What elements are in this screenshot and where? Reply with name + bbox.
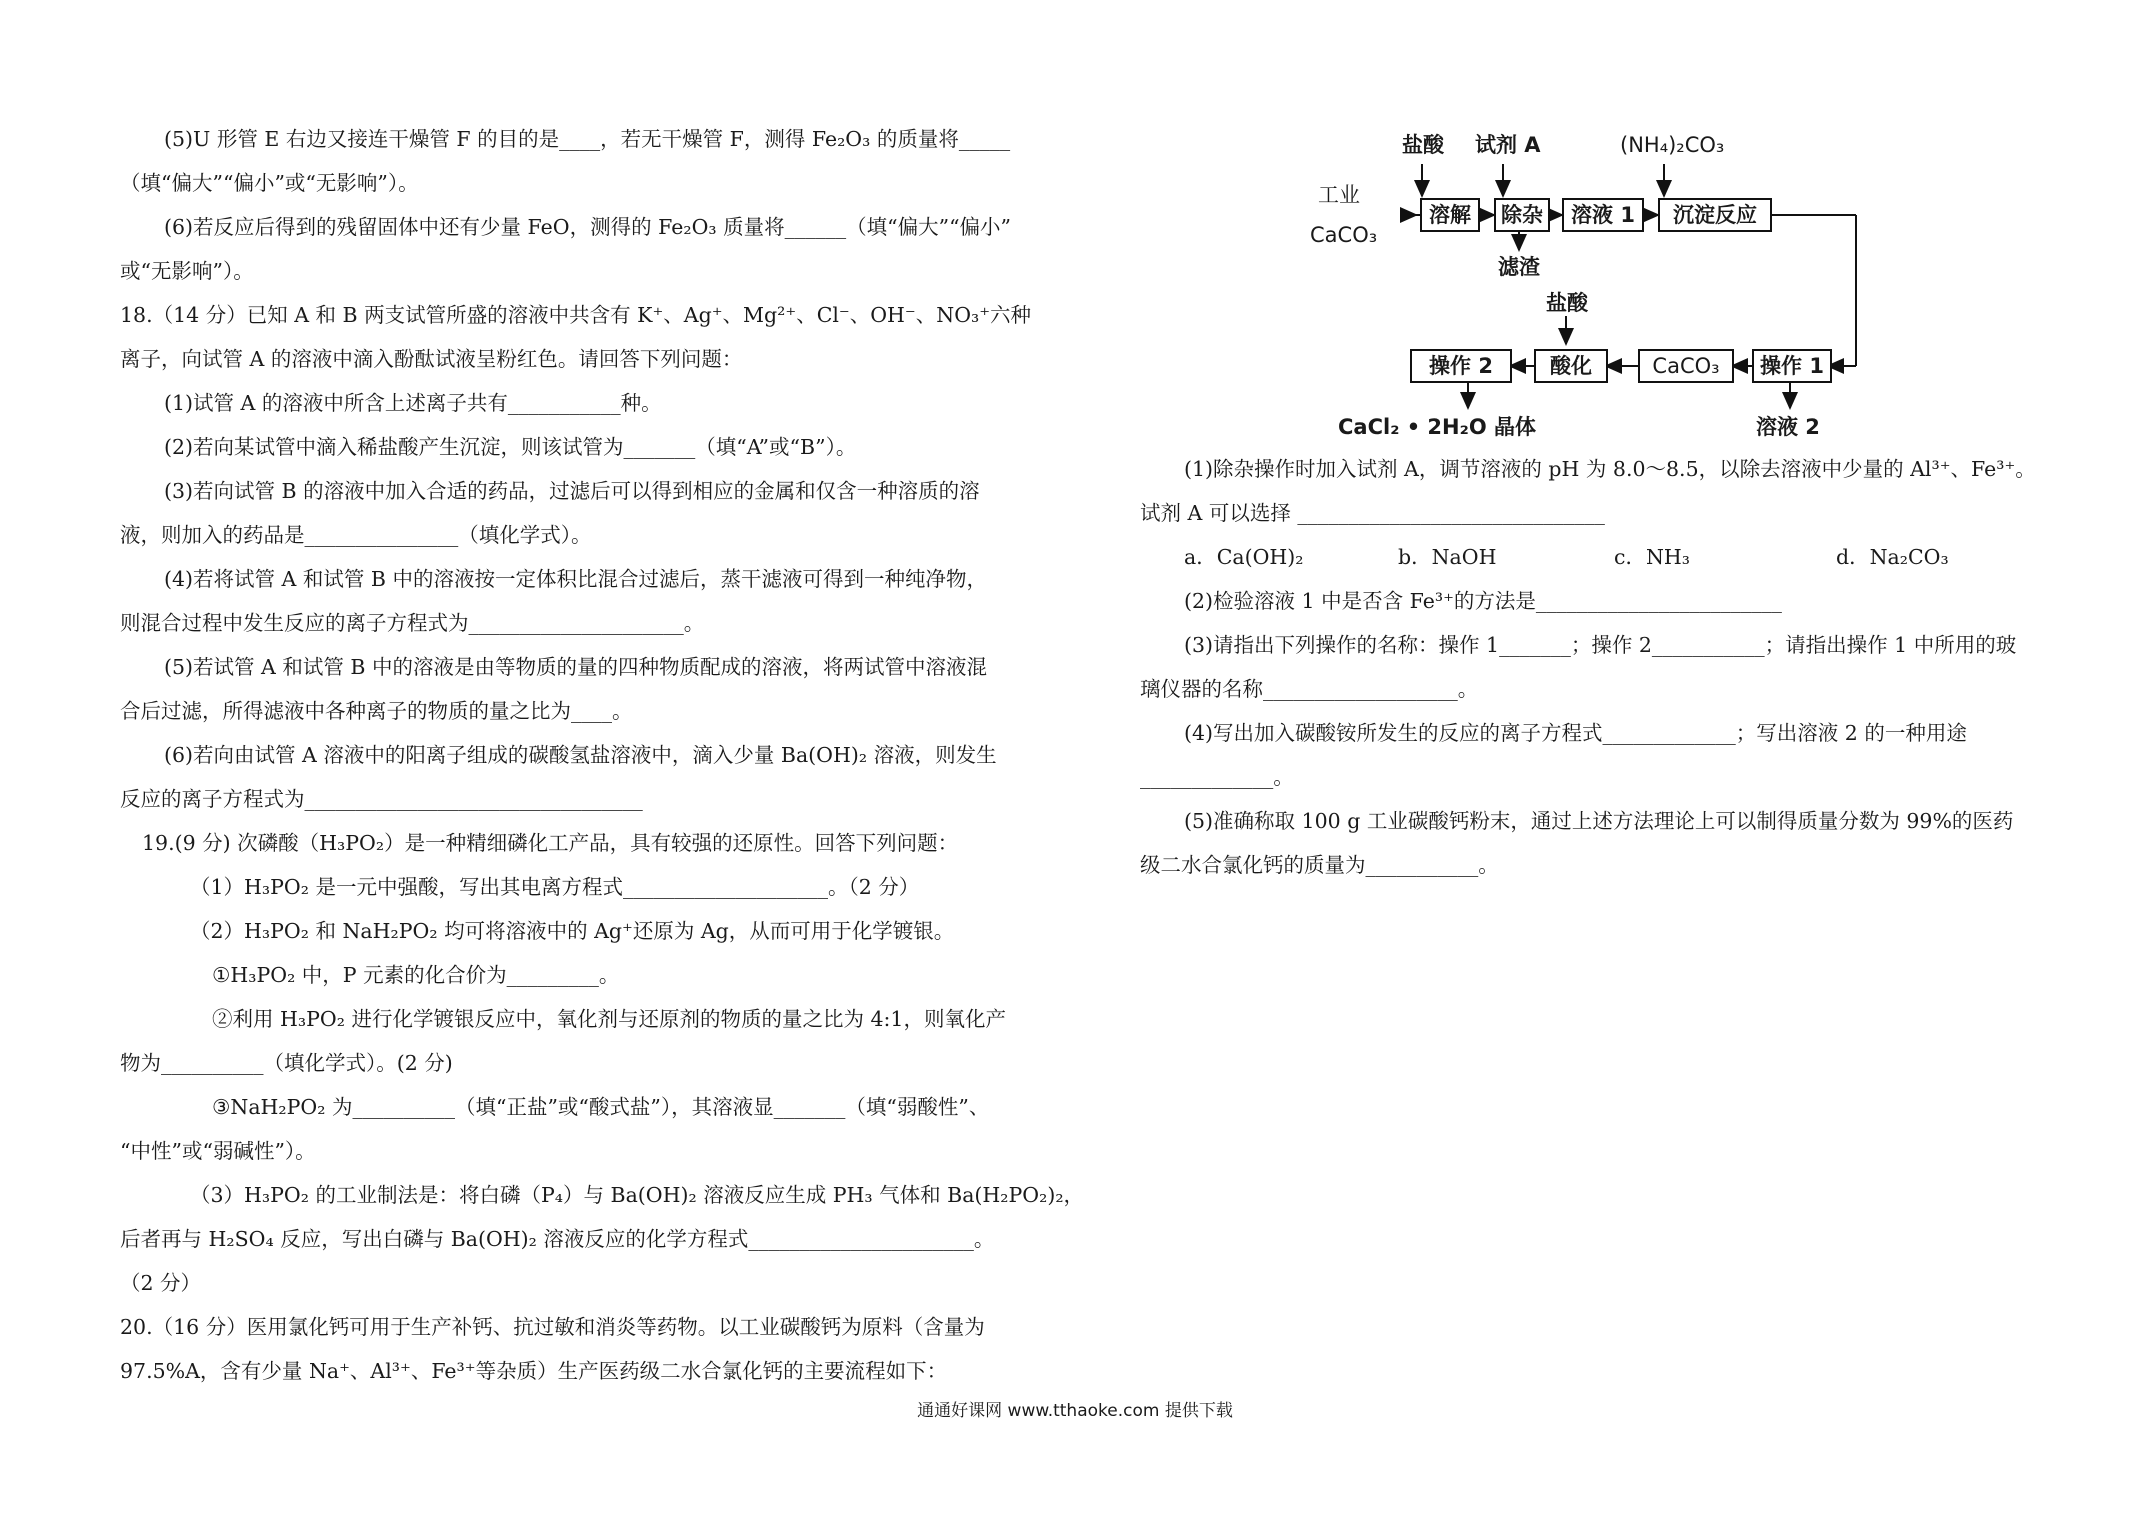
q19-part2-sub2-line2: 物为__________（填化学式）。(2 分) (120, 1051, 453, 1075)
q18-stem-line2: 离子，向试管 A 的溶液中滴入酚酞试液呈粉红色。请回答下列问题： (120, 347, 743, 371)
q17-part6-line2: 或“无影响”）。 (120, 259, 254, 283)
box-acidify: 酸化 (1534, 349, 1608, 383)
q20-option-a: a．Ca(OH)₂ (1184, 545, 1304, 569)
q18-part4-line2: 则混合过程中发生反应的离子方程式为_____________________。 (120, 611, 705, 635)
q18-part6-line1: (6)若向由试管 A 溶液中的阳离子组成的碳酸氢盐溶液中，滴入少量 Ba(OH)₂ 溶液，则发生 (164, 743, 997, 767)
label-reagent-a: 试剂 A (1475, 133, 1541, 157)
q20-part4-line2: _____________。 (1140, 765, 1294, 789)
q19-part3-line2: 后者再与 H₂SO₄ 反应，写出白磷与 Ba(OH)₂ 溶液反应的化学方程式______________________。 (120, 1227, 995, 1251)
q18-part6-line2: 反应的离子方程式为_________________________________ (120, 787, 643, 811)
q19-part3-line1: （3）H₃PO₂ 的工业制法是：将白磷（P₄）与 Ba(OH)₂ 溶液反应生成 PH₃ 气体和 Ba(H₂PO₂)₂， (190, 1183, 1085, 1207)
q18-part1: (1)试管 A 的溶液中所含上述离子共有___________种。 (164, 391, 662, 415)
q18-stem-line1: 18.（14 分）已知 A 和 B 两支试管所盛的溶液中共含有 K⁺、Ag⁺、Mg²⁺、Cl⁻、OH⁻、NO₃⁺六种 (120, 303, 1032, 327)
box-operation-1: 操作 1 (1752, 349, 1832, 383)
q20-option-c: c．NH₃ (1614, 545, 1691, 569)
q20-part4-line1: (4)写出加入碳酸铵所发生的反应的离子方程式_____________；写出溶液 2 的一种用途 (1184, 721, 1967, 745)
q20-part1-line1: (1)除杂操作时加入试剂 A，调节溶液的 pH 为 8.0～8.5，以除去溶液中少量的 Al³⁺、Fe³⁺。 (1184, 457, 2036, 481)
box-solution-1: 溶液 1 (1562, 198, 1644, 232)
q18-part3-line2: 液，则加入的药品是_______________（填化学式）。 (120, 523, 592, 547)
box-dissolve: 溶解 (1420, 198, 1480, 232)
q20-part1-line2: 试剂 A 可以选择 ______________________________ (1140, 501, 1605, 525)
q18-part5-line1: (5)若试管 A 和试管 B 中的溶液是由等物质的量的四种物质配成的溶液，将两试管中溶液混 (164, 655, 987, 679)
q17-part6-line1: (6)若反应后得到的残留固体中还有少量 FeO，测得的 Fe₂O₃ 质量将______（填“偏大”“偏小” (164, 215, 1012, 239)
q19-part2-sub2-line1: ②利用 H₃PO₂ 进行化学镀银反应中，氧化剂与还原剂的物质的量之比为 4:1，则氧化产 (212, 1007, 1006, 1031)
q17-part5-line2: （填“偏大”“偏小”或“无影响”）。 (120, 171, 419, 195)
label-solution-2: 溶液 2 (1756, 415, 1820, 439)
q20-part3-line2: 璃仪器的名称___________________。 (1140, 677, 1479, 701)
q18-part5-line2: 合后过滤，所得滤液中各种离子的物质的量之比为____。 (120, 699, 633, 723)
q19-part2-sub3-line1: ③NaH₂PO₂ 为__________（填“正盐”或“酸式盐”），其溶液显_______（填“弱酸性”、 (212, 1095, 990, 1119)
q20-part2: (2)检验溶液 1 中是否含 Fe³⁺的方法是________________________ (1184, 589, 1782, 613)
q20-stem-line2: 97.5%A，含有少量 Na⁺、Al³⁺、Fe³⁺等杂质）生产医药级二水合氯化钙的主要流程如下： (120, 1359, 948, 1383)
q20-part5-line1: (5)准确称取 100 g 工业碳酸钙粉末，通过上述方法理论上可以制得质量分数为 99%的医药 (1184, 809, 2014, 833)
label-caco3-source: CaCO₃ (1310, 223, 1378, 247)
q17-part5-line1: (5)U 形管 E 右边又接连干燥管 F 的目的是____，若无干燥管 F，测得 Fe₂O₃ 的质量将_____ (164, 127, 1011, 151)
q19-part2: （2）H₃PO₂ 和 NaH₂PO₂ 均可将溶液中的 Ag⁺还原为 Ag，从而可用于化学镀银。 (190, 919, 955, 943)
q19-part1: （1）H₃PO₂ 是一元中强酸，写出其电离方程式____________________。（2 分） (190, 875, 920, 899)
label-industrial: 工业 (1318, 183, 1360, 207)
q19-stem: 19.(9 分) 次磷酸（H₃PO₂）是一种精细磷化工产品，具有较强的还原性。回答下列问题： (142, 831, 959, 855)
label-product-crystal: CaCl₂ • 2H₂O 晶体 (1338, 415, 1536, 439)
q19-part2-sub3-line2: “中性”或“弱碱性”）。 (120, 1139, 316, 1163)
label-ammonium-carbonate: (NH₄)₂CO₃ (1620, 133, 1725, 157)
box-caco3: CaCO₃ (1638, 349, 1734, 383)
q20-part5-line2: 级二水合氯化钙的质量为___________。 (1140, 853, 1499, 877)
process-flow-diagram (1270, 130, 1890, 450)
q18-part4-line1: (4)若将试管 A 和试管 B 中的溶液按一定体积比混合过滤后，蒸干滤液可得到一种纯净物， (164, 567, 987, 591)
label-hcl-mid: 盐酸 (1546, 291, 1588, 315)
q18-part3-line1: (3)若向试管 B 的溶液中加入合适的药品，过滤后可以得到相应的金属和仅含一种溶质的溶 (164, 479, 980, 503)
q19-part3-score: （2 分） (120, 1271, 202, 1295)
q19-part2-sub1: ①H₃PO₂ 中，P 元素的化合价为_________。 (212, 963, 620, 987)
box-precipitation: 沉淀反应 (1658, 198, 1772, 232)
q20-option-b: b．NaOH (1398, 545, 1497, 569)
q18-part2: (2)若向某试管中滴入稀盐酸产生沉淀，则该试管为_______（填“A”或“B”）。 (164, 435, 857, 459)
label-residue: 滤渣 (1498, 255, 1540, 279)
q20-stem-line1: 20.（16 分）医用氯化钙可用于生产补钙、抗过敏和消炎等药物。以工业碳酸钙为原料（含量为 (120, 1315, 985, 1339)
footer-source: 通通好课网 www.tthaoke.com 提供下载 (917, 1401, 1233, 1421)
box-purify: 除杂 (1494, 198, 1550, 232)
label-hcl-top: 盐酸 (1402, 133, 1444, 157)
q20-part3-line1: (3)请指出下列操作的名称：操作 1_______；操作 2___________；请指出操作 1 中所用的玻 (1184, 633, 2017, 657)
box-operation-2: 操作 2 (1410, 349, 1512, 383)
q20-option-d: d．Na₂CO₃ (1836, 545, 1949, 569)
